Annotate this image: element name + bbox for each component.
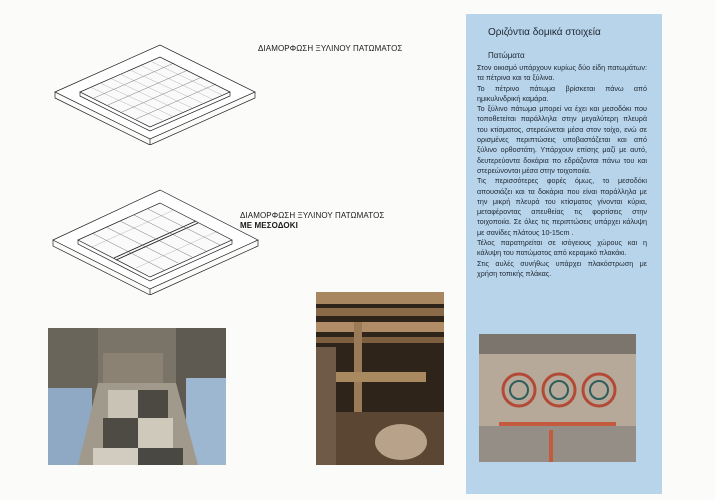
panel-paragraph: Το ξύλινο πάτωμα μπορεί να έχει και μεσοδόκι που τοποθετείται παράλληλα στην μεγαλύτερη πλευρά του κτίσματος, στερεώνεται μέσα στον τοίχο, ενώ σε ορισμένες περιπτώσεις υποβαστάζεται και από ξύλινο ορθοστάτη. Υπάρχουν επίσης μαζί με αυτό, δευτερεύοντα δοκάρια πο εδράζονται πάνω του και στερεώνονται μέσα στην τοιχοποιία. — [477, 104, 647, 175]
drawing2-caption — [240, 211, 384, 231]
panel-body — [477, 63, 647, 279]
panel-subtitle: Πατώματα — [488, 51, 525, 60]
panel-paragraph: Στον οικισμό υπάρχουν κυρίως δύο είδη πατωμάτων: τα πέτρινα και τα ξύλινα. — [477, 63, 647, 83]
drawing2-caption-line2: ΜΕ ΜΕΣΟΔΟΚΙ — [240, 221, 298, 230]
panel-paragraph: Τέλος παρατηρείται σε ισόγειους χώρους και η κάλυψη του πατώματος από κεραμικό πλακάκι. — [477, 238, 647, 258]
wooden-beams-photo — [316, 292, 444, 465]
panel-title: Οριζόντια δομικά στοιχεία — [488, 27, 601, 38]
panel-paragraph: Στις αυλές συνήθως υπάρχει πλακόστρωση με χρήση τοπικής πλάκας. — [477, 258, 647, 278]
ceramic-tile-photo — [479, 334, 636, 462]
wooden-floor-drawing — [50, 40, 260, 145]
tiled-floor-photo — [48, 328, 226, 465]
wooden-floor-with-beam-drawing — [48, 185, 263, 295]
panel-paragraph: Τις περισσότερες φορές όμως, το μεσοδόκι απουσιάζει και τα δοκάρια που είναι παράλληλα με την μικρή πλευρά του κτίσματος γίνονται κύρια, μεταφέροντας απευθείας τις φορτίσεις στην τοιχοποιία. Σε όλες τις περιπτώσεις υπάρχει κάλυψη με σανίδες πλάτους 10-15cm . — [477, 176, 647, 237]
drawing1-caption: ΔΙΑΜΟΡΦΩΣΗ ΞΥΛΙΝΟΥ ΠΑΤΩΜΑΤΟΣ — [258, 44, 403, 53]
panel-paragraph: Το πέτρινο πάτωμα βρίσκεται πάνω από ημικυλινδρική καμάρα. — [477, 83, 647, 103]
drawing2-caption-line1: ΔΙΑΜΟΡΦΩΣΗ ΞΥΛΙΝΟΥ ΠΑΤΩΜΑΤΟΣ — [240, 211, 385, 220]
